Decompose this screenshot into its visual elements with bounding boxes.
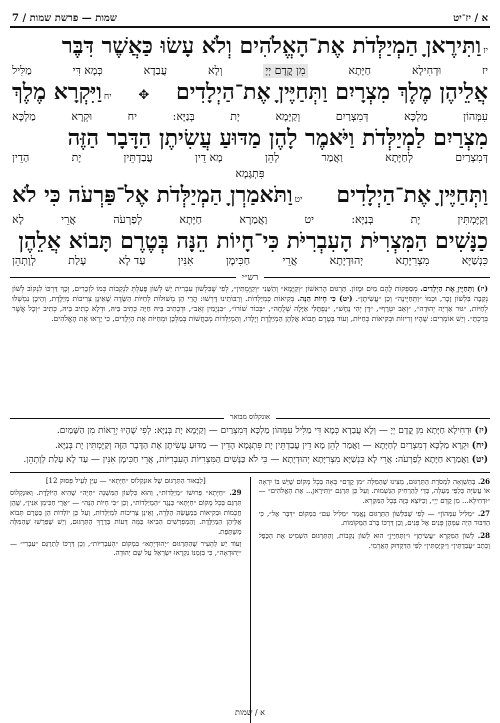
verse-text: וַתִּירֶאןָ הַמְיַלְּדֹת אֶת־הָאֱלֹהִים וְלֹא עָשׂוּ כַּאֲשֶׁר דִּבֶּר	[61, 33, 482, 59]
note-text: ״חַיָּתָא״ פֵּרוּשׁוֹ ״מְיַלְּדוֹת״, וְהוּא כִּלְשׁוֹן הַמִּשְׁנָה ״חַיָּה״ שֶׁהִיא הַיּוֹלֶדֶת. וְאוּנְקְלוֹס תִּרְגֵּם בְּכָל מָקוֹם ״חַיָּתָא״ כְּנֶגֶד ״הַמְיַלְּדוֹת״, וְכֵן ״כִּי חָיוֹת הֵנָּה״ — ״אֲרֵי חַכִּימָן אִנִּין״, שֶׁהֵן חֲכָמוֹת וּבְקִיאוֹת בְּמַעֲשֵׂה הַלֵּדָה, וְאֵינָן צְרִיכוֹת לִמְיַלְּדוֹת, וְעַל כֵּן יוֹלְדוֹת הֵן בְּטֶרֶם תָּבוֹא אֲלֵיהֶן הַמְיַלֶּדֶת. וְהַמְפָרְשִׁים הֵבִיאוּ כַּמָּה דֵּעוֹת בְּדֶרֶךְ הַתַּרְגּוּם, וְיֵשׁ שֶׁפֵּרְשׁוּ שֶׁהַמִּלָּה מְשֻׁתֶּפֶת.	[10, 489, 242, 537]
onkelos-label: אונקלוס מבואר	[224, 413, 276, 421]
targum-word: כְּמָא דִּי	[72, 64, 103, 77]
targum-word: וּדְחִילָא	[411, 64, 442, 77]
onkelos-verse-number: (יח)	[471, 440, 488, 451]
targum-word: חַיָּתָא	[179, 213, 203, 226]
targum-word: יז	[482, 64, 488, 77]
targum-word: יט	[304, 213, 315, 226]
verse-text: וַיִּקְרָא מֶלֶךְ	[12, 79, 102, 105]
targum-word: עִמְּהוֹן	[463, 110, 488, 123]
targum-word: דְּמִצְרַיִם	[335, 110, 369, 123]
targum-word: יָת	[71, 151, 82, 164]
targum-word: מַלְכָּא	[404, 110, 428, 123]
targum-word: חַכִּימָן	[225, 254, 251, 267]
onkelos-verse-number: (יט)	[471, 455, 488, 465]
verse-number: יח	[103, 92, 112, 102]
targum-line	[12, 167, 488, 181]
note-number: 27.	[477, 508, 490, 518]
targum-word: פִּתְגָּמָא	[235, 167, 265, 180]
note-text: וְעוֹד יֵשׁ לְהָעִיר שֶׁהַתַּרְגּוּם ״יְהוּדְיָתָא״ בִּמְקוֹם ״הָעִבְרִיּוֹת״, וְכֵן דַּרְכּוֹ לְתַרְגֵּם ״עִבְרִי״ — ״יְהוּדָאָה״, כִּי בִּזְמַנּוֹ נִקְרְאוּ יִשְׂרָאֵל עַל שֵׁם יְהוּדָה.	[10, 539, 242, 558]
targum-word: יָת	[230, 110, 240, 123]
targum-word: יָת	[410, 213, 421, 226]
targum-word: בְּנַיָּא:	[172, 110, 195, 123]
verse-line	[12, 34, 488, 64]
verse-text: אֲלֵיהֶן מֶלֶךְ מִצְרָיִם וַתְּחַיֶּיןָ אֶת־הַיְלָדִים	[175, 79, 488, 105]
targum-word: עָלַת	[68, 254, 87, 267]
targum-word: דְּמִצְרַיִם	[455, 151, 488, 164]
targum-word: מַלִּיל	[12, 64, 32, 77]
targum-word: עַד לָא	[118, 254, 146, 267]
verse-text: מִצְרַיִם לַמְיַלְּדֹת וַיֹּאמֶר לָהֶן מַדּוּעַ עֲשִׂיתֶן הַדָּבָר הַזֶּה	[67, 125, 488, 151]
targum-word: הַדֵין	[12, 151, 30, 164]
targum-word: מִצְרִיָּתָא	[395, 254, 430, 267]
rashi-text: בְּקִיאוֹת כְּמְיַלְּדוֹת. וְרַבּוֹתֵינוּ דָּרְשׁוּ: הֲרֵי הֵן מְשׁוּלוֹת לְחַיּוֹת הַשָּׂדֶה שֶׁאֵינָן צְרִיכוֹת מְיַלֶּדֶת, וְהֵיכָן נִמְשְׁלוּ לְחַיּוֹת, ״גּוּר אַרְיֵה יְהוּדָה״, ״זְאֵב יִטְרָף״, ״דָּן יְהִי נָחָשׁ״, ״נַפְתָּלִי אַיָּלָה שְׁלֻחָה״, ״בְּכוֹר שׁוֹרוֹ״, ״בִּנְיָמִין זְאֵב״, וּדְכְתִיב בֵּיהּ חַיָּה כְּתִיב בֵּיהּ, וּדְלָא כְתִיב בֵּיהּ, כְּתִיב ״וְכָל אֲשֶׁר בְּרַכְתָּ״. וְיֵשׁ אוֹמְרִים: שֶׁהָיוּ זְרִיזוֹת וּבְקִיאוֹת כְּחַיּוֹת, וְעוֹד בְּטֶרֶם תָּבוֹא אֲלֵהֶן הַמְיַלֶּדֶת וְיָלָדוּ, וְהַמְיַלְּדוֹת מְכַחֲשׁוֹת בְּמַלְכָּן וּמְחַיּוֹת אֶת הַיְלָדִים, כִּי יָרְאוּ אֶת הָאֱלֹהִים.	[12, 294, 488, 324]
rashi-label: רש״י	[236, 273, 265, 283]
header-rule	[10, 26, 490, 28]
chapter-marker: א / יז־יט	[453, 13, 488, 24]
notes-rule	[10, 472, 490, 473]
notes-column-left	[10, 477, 242, 723]
note	[10, 540, 242, 559]
note-heading: [לְבֵאוּר הַתַּרְגּוּם שֶׁל אוּנְקְלוֹס ״חַיָּתָא״ — עַיֵּן לְעֵיל פָּסוּק 12]	[45, 476, 206, 485]
rashi-divider	[10, 272, 490, 282]
targum-word: עֲבַדְתֵּין	[123, 151, 153, 164]
targum-word: מָא דֵין	[195, 151, 223, 164]
targum-word: לְפַרְעֹה	[113, 213, 143, 226]
targum-word: אֲרֵי	[61, 213, 76, 226]
targum-word: וְקַיֶּמְתִּין	[457, 213, 488, 226]
note-number: 26.	[477, 476, 490, 486]
targum-word: אֲרֵי	[282, 254, 298, 267]
page-footer: א / שמות	[235, 708, 265, 717]
targum-word: עֲבַדָא	[143, 64, 168, 77]
targum-line	[12, 110, 488, 124]
targum-word: וּקְרָא	[71, 110, 93, 123]
verse-line	[12, 183, 488, 213]
footnotes	[10, 477, 490, 723]
verse-text: כַנָּשִׁים הַמִּצְרִיֹּת הָעִבְרִיֹּת כִּי־חָיוֹת הֵנָּה בְּטֶרֶם תָּבוֹא אֲלֵהֶן	[18, 228, 488, 254]
verse-text: וַתֹּאמַרְןָ הַמְיַלְּדֹת אֶל־פַּרְעֹה כִּי לֹא	[12, 182, 293, 208]
page-header	[10, 6, 490, 24]
note-number: 29.	[229, 488, 242, 498]
targum-line	[12, 254, 488, 268]
targum-word: מִן קֳדָם יְיָ	[265, 64, 306, 77]
targum-line	[12, 213, 488, 227]
targum-word: וְלָא	[207, 64, 223, 77]
onkelos-text: וּדְחִילָא חַיָּתָא מִן קֳדָם יְיָ — וְלָא עֲבַדָא כְּמָא דִּי מַלִּיל עִמְּהוֹן מַלְכָּא דְּמִצְרַיִם — וְקַיָּמָא יָת בְּנַיָּא: לְפִי שֶׁהָיוּ יְרֵאוֹת מִן הַשָּׁמַיִם.	[56, 426, 472, 436]
targum-word: כִּנְשַׁיָּא	[461, 254, 488, 267]
onkelos-text: וַאֲמַרָא חַיָּתָא לְפַרְעֹה: אֲרֵי לָא כִּנְשַׁיָּא מִצְרִיָּתָא יְהוּדְיָתָא — כִּי לֹא כַּנָּשִׁים הַמִּצְרִיּוֹת הָעִבְרִיּוֹת, אֲרֵי חַכִּימָן אִנִּין — עַד לָא עָלַת לְוָתְהֵן.	[23, 455, 469, 465]
onkelos-text: וּקְרָא מַלְכָּא דְמִצְרַיִם לְחַיָּתָא — וַאֲמַר לְהֵן מָא דֵין עֲבַדְתֵּין יָת פִּתְגָּמָא הָדֵין — מַדּוּעַ עֲשִׂיתֶן אֶת הַדָּבָר הַזֶּה וְקַיֶּמְתִּין יָת בְּנַיָּא.	[54, 440, 469, 451]
note-text: בְּהַשְׁוָאָה לִמְסֹרֶת הַתַּרְגּוּם, מָצִינוּ שֶׁהַמִּלָּה ״מִן קֳדָם״ בָּאָה בְּכָל מָקוֹם שֶׁיֵּשׁ בּוֹ יִרְאָה אוֹ עֲשִׂיָּה כְּלַפֵּי מַעְלָה, כְּדֵי לְהַרְחִיק הַגַּשְׁמוּת. וְעַל כֵּן תִּרְגֵּם ״וַתִּירֶאןָ... אֶת הָאֱלֹהִים״ — ״וּדְחִילָא... מִן קֳדָם יְיָ״, וְכַיּוֹצֵא בָּזֶה בְּכָל הַמִּקְרָא.	[258, 477, 490, 505]
targum-word: לְהֵן	[264, 151, 280, 164]
verse-text: וַתְּחַיֶּיןָ אֶת־הַיְלָדִים	[336, 182, 488, 208]
column-rule	[250, 477, 251, 723]
targum-word: יְהוּדְיָתָא	[329, 254, 364, 267]
note	[259, 477, 491, 507]
rashi-commentary	[12, 284, 488, 411]
targum-word: וַאֲמַר	[321, 151, 343, 164]
onkelos-paragraph	[12, 454, 488, 467]
verse-line	[12, 80, 488, 110]
title-dash: —	[81, 13, 92, 24]
rashi-lead: (יז) וַתְּחַיֶּיןָ אֶת הַיְלָדִים.	[420, 284, 488, 293]
onkelos-paragraph	[12, 425, 488, 438]
targum-line	[12, 64, 488, 78]
note	[10, 488, 242, 538]
notes-column-right	[259, 477, 491, 723]
verse-line	[12, 229, 488, 254]
targum-line	[12, 151, 488, 165]
note-text: ״מַלִּיל עִמְּהוֹן״ — לְפִי שֶׁבִּלְשׁוֹן הַתַּרְגּוּם נֶאֱמַר ״מַלִּיל עִם״ בִּמְקוֹם ״דִּבֶּר אֶל״, כִּי הַדִּבּוּר הָיָה עִמָּהֶן פָּנִים אֶל פָּנִים, וְכֵן דַּרְכּוֹ בְּרֹב הַמְּקוֹמוֹת.	[258, 509, 490, 528]
targum-word: לְוָתְהֵן	[12, 254, 36, 267]
torah-text	[10, 34, 490, 268]
note	[259, 531, 491, 551]
verse-number: יז	[483, 46, 488, 56]
book-name: שמות	[95, 13, 117, 24]
targum-word: חַיָּתָא	[348, 64, 372, 77]
targum-word: וְקַיָּמָא	[275, 110, 301, 123]
onkelos-divider	[10, 413, 490, 423]
onkelos-paragraph	[12, 440, 488, 453]
section-separator-icon: ✥	[138, 88, 150, 103]
running-title	[12, 13, 117, 24]
targum-word: לָא	[12, 213, 24, 226]
targum-word: יח	[127, 110, 138, 123]
onkelos-commentary	[12, 425, 488, 467]
targum-word: בְּנַיָּא:	[351, 213, 374, 226]
verse-number: יט	[294, 195, 303, 205]
targum-word: אִנִּין	[177, 254, 194, 267]
targum-word: מַלְכָּא	[12, 110, 36, 123]
targum-word: לְחַיָּתָא	[385, 151, 413, 164]
targum-word: וַאֲמַרָא	[239, 213, 268, 226]
note	[259, 509, 491, 529]
onkelos-verse-number: (יז)	[474, 426, 488, 436]
rashi-text: מְסַפְּקוֹת לָהֶם מַיִם וּמָזוֹן. תַּרְגּוּם הָרִאשׁוֹן ״וְקַיֶּמָא״ וְהַשֵּׁנִי ״וְקַיֶּמְתִּין״, לְפִי שֶׁבִּלְשׁוֹן עִבְרִית יֵשׁ לְשׁוֹן פָּעַלְתְּ לִנְקֵבוֹת כְּמוֹ לִזְכָרִים, וְכָךְ דַּרְכּוֹ לִנְקוֹב לְשׁוֹן נְקֵבָה בִּלְשׁוֹן זָכָר, וּכְמוֹ ״וַתְּחַיֶּינָה״ וְכֵן ״עֲשִׂיתֶן״.	[12, 284, 488, 304]
rashi-lead: (יט) כִּי חָיוֹת הֵנָּה.	[297, 294, 353, 304]
note-number: 28.	[477, 531, 490, 541]
parsha-page: פרשת שמות / 7	[12, 13, 79, 24]
note-text: לְשׁוֹן הַמִּקְרָא ״עֲשִׂיתֶן״ וּ״וַתְּחַיֶּיןָ״ הוּא לְשׁוֹן נְקֵבוֹת, וְהַתַּרְגּוּם הִשְׁמִיט אֶת הַכֶּפֶל וְכָתַב ״עֲבַדְתֵּין״ וְ״קַיֶּמְתִּין״ לְפִי הַדִּקְדּוּק הָאֲרָמִי.	[258, 532, 490, 550]
verse-line	[12, 126, 488, 151]
